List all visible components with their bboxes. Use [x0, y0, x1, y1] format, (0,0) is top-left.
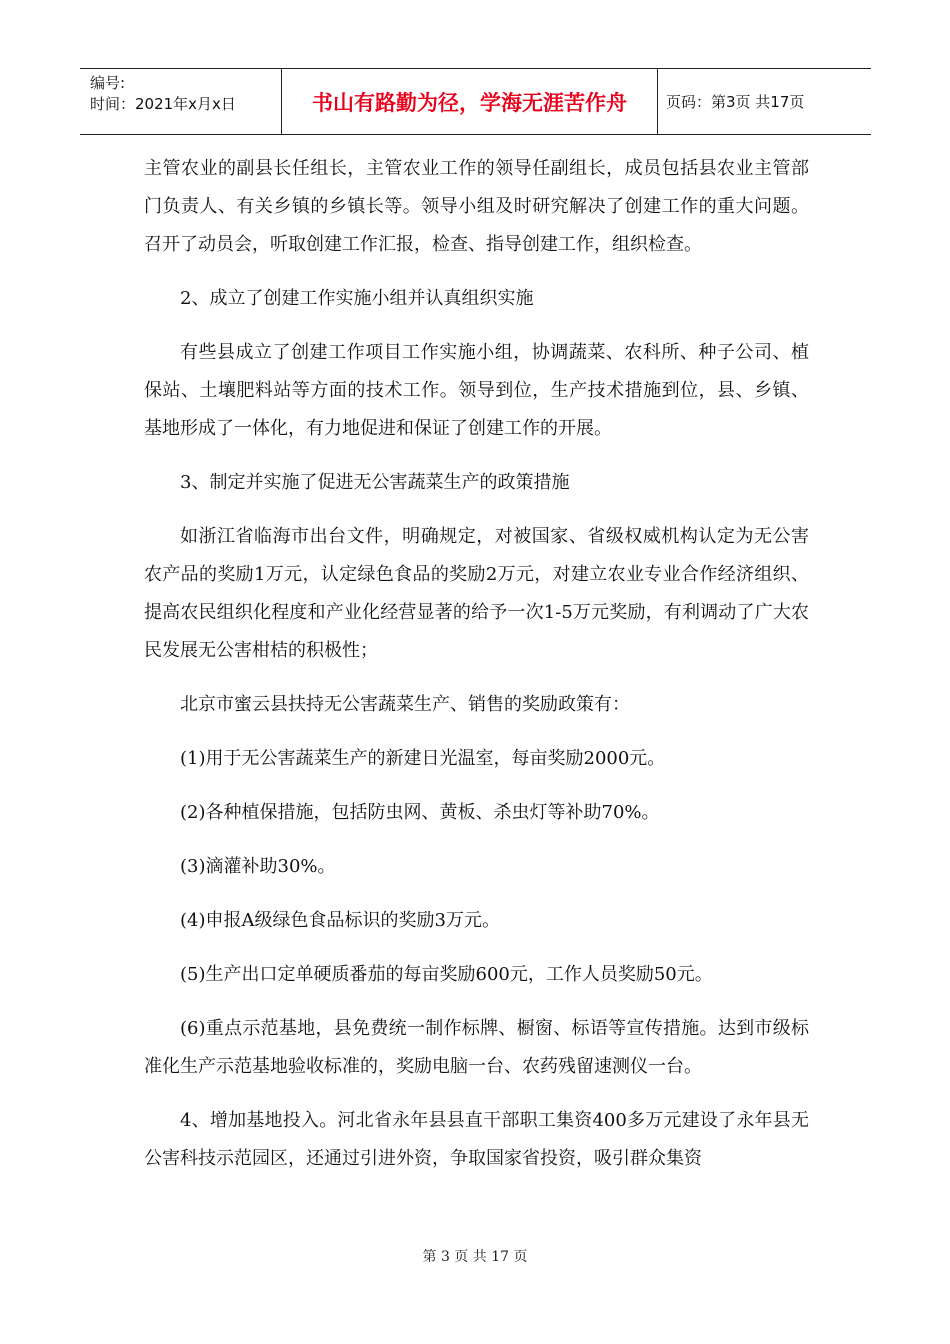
section-heading: 2、成立了创建工作实施小组并认真组织实施	[180, 288, 534, 309]
paragraph: 如浙江省临海市出台文件，明确规定，对被国家、省级权威机构认定为无公害农产品的奖励1万元，认定绿色食品的奖励2万元，对建立农业专业合作经济组织、提高农民组织化程度和产业化经营显著的给予一次1-5万元奖励，有利调动了广大农民发展无公害柑桔的积极性；	[144, 526, 809, 661]
page-footer: 第 3 页 共 17 页	[422, 1249, 528, 1265]
paragraph: 主管农业的副县长任组长，主管农业工作的领导任副组长，成员包括县农业主管部门负责人、有关乡镇的乡镇长等。领导小组及时研究解决了创建工作的重大问题。召开了动员会，听取创建工作汇报，检查、指导创建工作，组织检查。	[144, 158, 809, 255]
page-header	[80, 68, 871, 135]
paragraph: 4、增加基地投入。河北省永年县县直干部职工集资400多万元建设了永年县无公害科技示范园区，还通过引进外资，争取国家省投资，吸引群众集资	[144, 1110, 809, 1169]
list-item: (5)生产出口定单硬质番茄的每亩奖励600元，工作人员奖励50元。	[180, 964, 713, 985]
paragraph: 有些县成立了创建工作项目工作实施小组，协调蔬菜、农科所、种子公司、植保站、土壤肥料站等方面的技术工作。领导到位，生产技术措施到位，县、乡镇、基地形成了一体化，有力地促进和保证了创建工作的开展。	[144, 342, 809, 439]
section-heading: 3、制定并实施了促进无公害蔬菜生产的政策措施	[180, 472, 570, 493]
document-body	[144, 150, 809, 1178]
list-item: (2)各种植保措施，包括防虫网、黄板、杀虫灯等补助70%。	[180, 802, 660, 823]
header-motto: 书山有路勤为径，学海无涯苦作舟	[282, 69, 658, 134]
header-meta	[80, 69, 282, 134]
time-label: 时间：2021年x月x日	[90, 95, 236, 113]
paragraph: 北京市蜜云县扶持无公害蔬菜生产、销售的奖励政策有：	[180, 694, 630, 715]
list-item: (6)重点示范基地，县免费统一制作标牌、橱窗、标语等宣传措施。达到市级标准化生产示范基地验收标准的，奖励电脑一台、农药残留速测仪一台。	[144, 1018, 809, 1077]
list-item: (3)滴灌补助30%。	[180, 856, 336, 877]
header-page-info: 页码：第3页 共17页	[666, 93, 805, 111]
list-item: (1)用于无公害蔬菜生产的新建日光温室，每亩奖励2000元。	[180, 748, 666, 769]
list-item: (4)申报A级绿色食品标识的奖励3万元。	[180, 910, 500, 931]
number-label: 编号:	[90, 74, 126, 92]
